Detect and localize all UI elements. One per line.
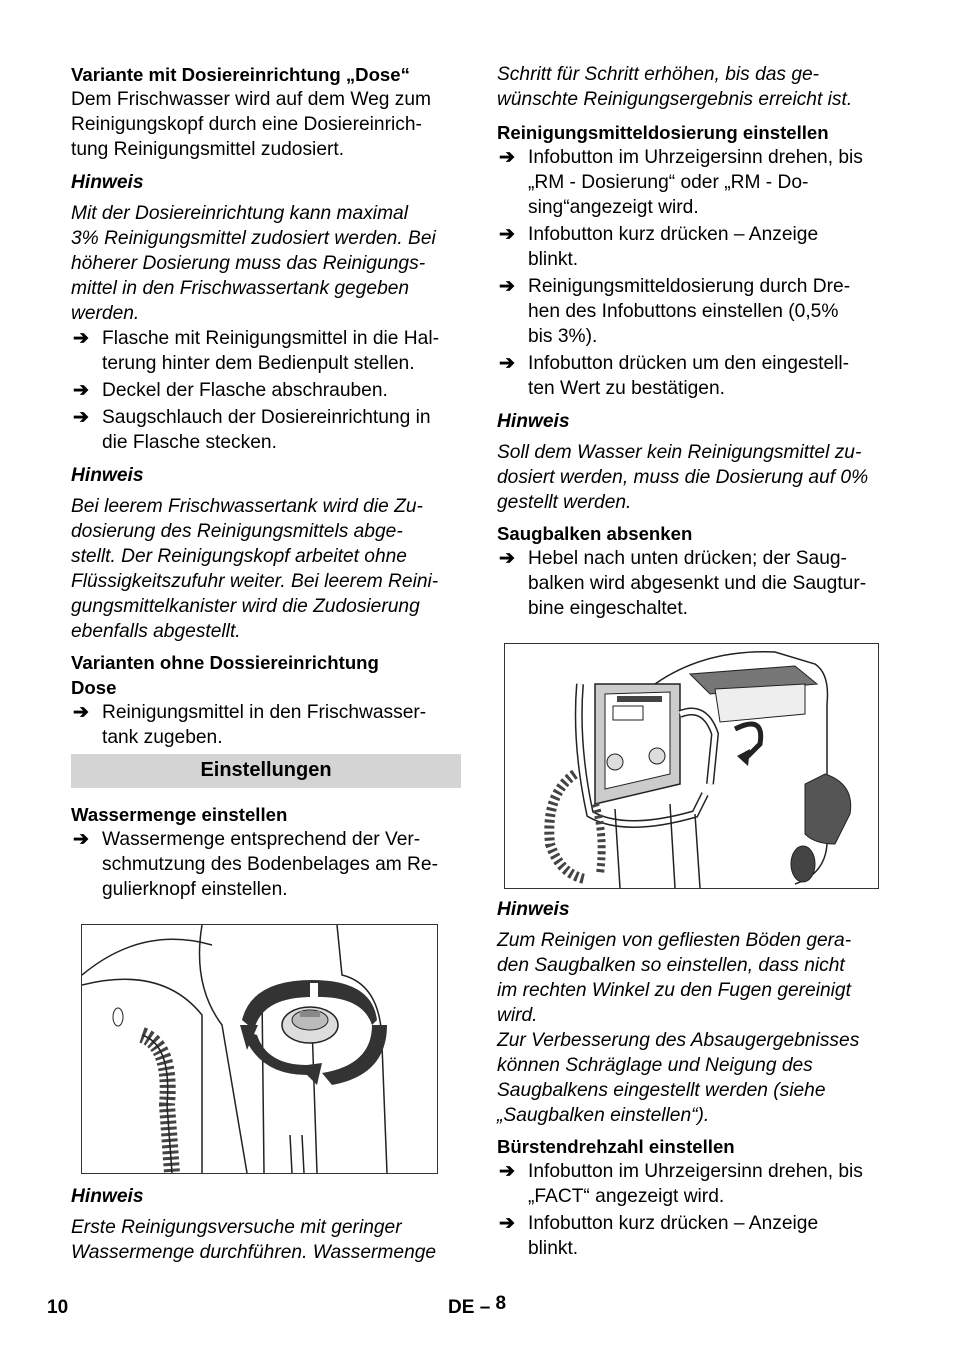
footer-lang-page xyxy=(448,1293,507,1319)
right-column xyxy=(497,62,887,1263)
arrow-right-icon: ➔ xyxy=(73,380,90,401)
hinweis-label: Hinweis xyxy=(497,899,570,920)
step-item: ➔ Infobutton im Uhrzeigersinn drehen, bis „FACT“ angezeigt wird. xyxy=(499,1161,863,1207)
step-item: ➔ Infobutton kurz drücken – Anzeige blinkt. xyxy=(499,1213,819,1259)
step-item: ➔ Wassermenge entsprechend der Ver- schmutzung des Bodenbelages am Re- gulierknopf einstellen. xyxy=(73,829,438,900)
arrow-right-icon: ➔ xyxy=(499,353,516,374)
step-item: ➔ Reinigungsmitteldosierung durch Dre- hen des Infobuttons einstellen (0,5% bis 3%). xyxy=(499,276,851,347)
step-item: ➔ Infobutton kurz drücken – Anzeige blinkt. xyxy=(499,224,819,270)
arrow-right-icon: ➔ xyxy=(499,548,516,569)
hinweis-label: Hinweis xyxy=(71,172,144,193)
step-item: ➔ Hebel nach unten drücken; der Saug- balken wird abgesenkt und die Saugtur- bine eingeschaltet. xyxy=(499,548,867,619)
arrow-right-icon: ➔ xyxy=(499,276,516,297)
arrow-right-icon: ➔ xyxy=(499,1213,516,1234)
section-title-einstellungen: Einstellungen xyxy=(71,754,461,788)
figure-regulierknopf xyxy=(81,924,438,1174)
hinweis-text: Soll dem Wasser kein Reinigungsmittel zu- dosiert werden, muss die Dosierung auf 0% gestellt werden. xyxy=(497,442,869,513)
para-dose: Dem Frischwasser wird auf dem Weg zum Reinigungskopf durch eine Dosiereinrich- tung Reinigungsmittel zudosiert. xyxy=(71,89,432,160)
heading-varianten-ohne: Varianten ohne Dossiereinrichtung Dose xyxy=(71,652,379,698)
step-item: ➔ Flasche mit Reinigungsmittel in die Hal- terung hinter dem Bedienpult stellen. xyxy=(73,328,439,374)
footer-lang: DE xyxy=(448,1297,475,1318)
hinweis-label: Hinweis xyxy=(71,465,144,486)
left-column xyxy=(71,62,461,1265)
hinweis-text: Mit der Dosiereinrichtung kann maximal 3% Reinigungsmittel zudosiert werden. Bei höherer Dosierung muss das Reinigungs- mittel in den Frischwassertank gegeben werden. xyxy=(71,203,436,324)
heading-variante-dose: Variante mit Dosiereinrichtung „Dose“ xyxy=(71,64,410,85)
step-item: ➔ Infobutton im Uhrzeigersinn drehen, bis „RM - Dosierung“ oder „RM - Do- sing“angezeigt wird. xyxy=(499,147,863,218)
arrow-right-icon: ➔ xyxy=(73,829,90,850)
arrow-right-icon: ➔ xyxy=(73,328,90,349)
heading-buerstendrehzahl: Bürstendrehzahl einstellen xyxy=(497,1136,735,1157)
heading-saugbalken: Saugbalken absenken xyxy=(497,523,693,544)
figure-saugbalken-hebel xyxy=(504,643,879,889)
arrow-right-icon: ➔ xyxy=(499,1161,516,1182)
machine-illustration xyxy=(505,644,878,888)
hinweis-text: Bei leerem Frischwassertank wird die Zu- dosierung des Reinigungsmittels abge- stellt. Der Reinigungskopf arbeitet ohne Flüssigkeitszufuhr weiter. Bei leerem Reini- gungsmittelkanister wird die Zudosierung ebenfalls abgestellt. xyxy=(71,496,439,642)
step-item: ➔ Saugschlauch der Dosiereinrichtung in die Flasche stecken. xyxy=(73,407,431,453)
hinweis-label: Hinweis xyxy=(497,411,570,432)
arrow-right-icon: ➔ xyxy=(73,702,90,723)
hinweis-label: Hinweis xyxy=(71,1186,144,1207)
heading-wassermenge: Wassermenge einstellen xyxy=(71,804,288,825)
arrow-right-icon: ➔ xyxy=(499,224,516,245)
step-item: ➔ Reinigungsmittel in den Frischwasser- tank zugeben. xyxy=(73,702,427,748)
continued-text: Schritt für Schritt erhöhen, bis das ge- wünschte Reinigungsergebnis erreicht ist. xyxy=(497,64,853,110)
hinweis-text: Erste Reinigungsversuche mit geringer Wassermenge durchführen. Wassermenge xyxy=(71,1217,437,1263)
regulator-knob-illustration xyxy=(82,925,437,1173)
footer-dash: – xyxy=(479,1297,491,1318)
arrow-right-icon: ➔ xyxy=(499,147,516,168)
step-item: ➔ Deckel der Flasche abschrauben. xyxy=(73,380,388,401)
hinweis-text: Zum Reinigen von gefliesten Böden gera- den Saugbalken so einstellen, dass nicht im rechten Winkel zu den Fugen gereinigt wird. Zur Verbesserung des Absaugergebnisses können Schräglage und Neigung des Saugbalkens eingestellt werden (siehe „Saugbalken einstellen“). xyxy=(497,930,860,1126)
heading-rm-dosierung: Reinigungsmitteldosierung einstellen xyxy=(497,122,829,143)
page-number: 10 xyxy=(47,1297,69,1318)
arrow-right-icon: ➔ xyxy=(73,407,90,428)
step-item: ➔ Infobutton drücken um den eingestell- ten Wert zu bestätigen. xyxy=(499,353,850,399)
footer-sub-page: 8 xyxy=(495,1293,507,1314)
